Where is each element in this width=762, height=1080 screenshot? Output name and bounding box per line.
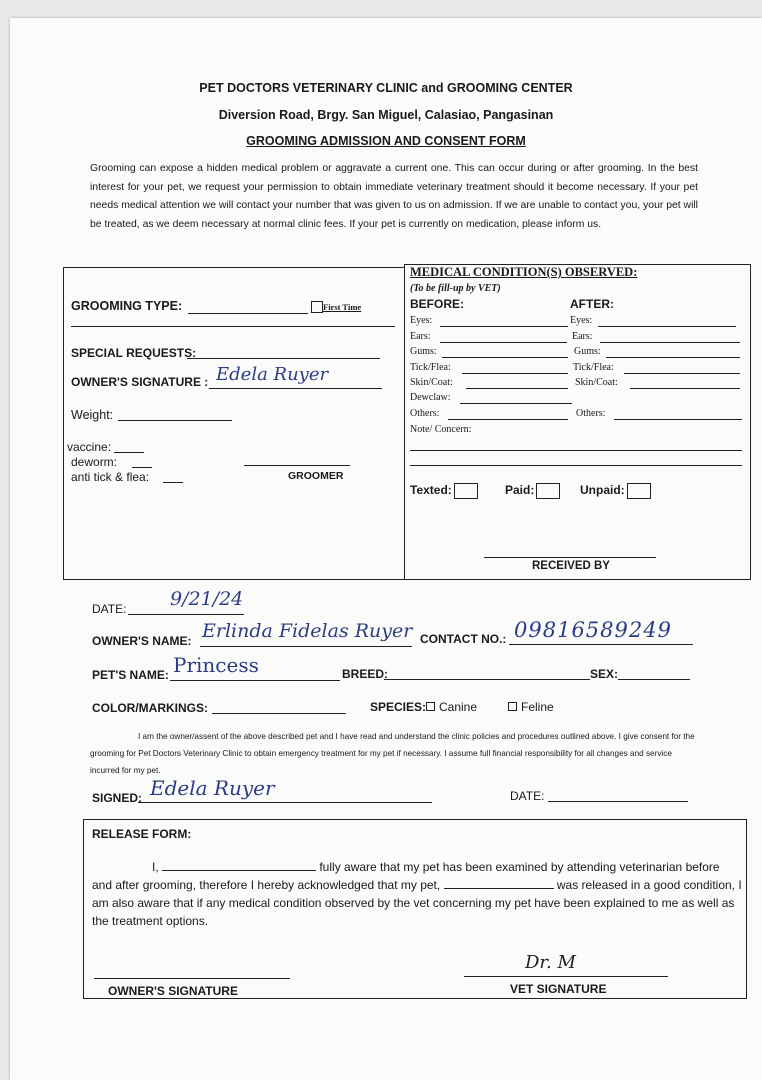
anti-tick-line[interactable] (163, 482, 183, 483)
groomer-line[interactable] (244, 465, 350, 466)
before-others-line[interactable] (448, 419, 568, 420)
color-markings-line[interactable] (212, 713, 346, 714)
texted-field (410, 483, 478, 499)
note-line-1[interactable] (410, 450, 742, 451)
before-eyes: Eyes: (410, 315, 433, 326)
release-text-1: I, (152, 860, 163, 874)
sex-label: SEX: (590, 667, 619, 681)
unpaid-checkbox[interactable] (627, 483, 651, 499)
note-line-2[interactable] (410, 465, 742, 466)
medical-subtitle: (To be fill-up by VET) (410, 283, 501, 294)
after-gums-line[interactable] (606, 357, 740, 358)
breed-line[interactable] (384, 679, 590, 680)
vet-signature-value: Dr. M (525, 952, 576, 973)
date-line[interactable] (128, 614, 244, 615)
after-heading: AFTER: (570, 297, 614, 311)
before-dewclaw-line[interactable] (460, 403, 572, 404)
release-title: RELEASE FORM: (92, 827, 192, 841)
anti-tick-label: anti tick & flea: (71, 470, 150, 484)
contact-label: CONTACT NO.: (420, 632, 507, 646)
breed-label: BREED: (342, 667, 389, 681)
before-skin: Skin/Coat: (410, 377, 453, 388)
paid-label: Paid: (505, 483, 535, 498)
intro-paragraph: Grooming can expose a hidden medical problem or aggravate a current one. This can occur during or after grooming. In the best interest for your pet, we request your permission to obtain immediate veterinary treatment should it become necessary. If your pet needs medical attention we will contact your number that was given to us on admission. If we are unable to contact you, your pet will be treated, as we deem necessary at normal clinic fees. If your pet is currently on medication, please inform us. (90, 163, 698, 230)
groomer-label: GROOMER (288, 470, 344, 482)
signed-label: SIGNED: (92, 791, 143, 805)
form-title: GROOMING ADMISSION AND CONSENT FORM (246, 134, 526, 148)
vet-signature-label: VET SIGNATURE (510, 982, 607, 996)
after-eyes-line[interactable] (598, 326, 736, 327)
form-sheet (10, 18, 762, 1080)
received-by-line[interactable] (484, 557, 656, 558)
first-time-checkbox[interactable] (311, 301, 323, 313)
species-label: SPECIES: (370, 700, 427, 714)
feline-checkbox[interactable] (508, 702, 517, 711)
texted-checkbox[interactable] (454, 483, 478, 499)
weight-line[interactable] (118, 420, 232, 421)
signed-line[interactable] (138, 802, 432, 803)
after-ears-line[interactable] (600, 342, 740, 343)
sex-line[interactable] (618, 679, 690, 680)
after-others: Others: (576, 408, 606, 419)
unpaid-field (580, 483, 651, 499)
texted-label: Texted: (410, 483, 452, 498)
before-skin-line[interactable] (466, 388, 568, 389)
release-owner-signature-line[interactable] (94, 978, 290, 979)
before-tick-line[interactable] (462, 373, 568, 374)
before-others: Others: (410, 408, 440, 419)
canine-checkbox[interactable] (426, 702, 435, 711)
paid-field (505, 483, 560, 499)
owners-signature-value: Edela Ruyer (216, 364, 329, 385)
before-gums-line[interactable] (442, 357, 568, 358)
unpaid-label: Unpaid: (580, 483, 625, 498)
owners-signature-label: OWNER'S SIGNATURE : (71, 375, 209, 389)
canine-option[interactable] (426, 700, 477, 714)
before-ears-line[interactable] (440, 342, 567, 343)
first-time-label: First Time (323, 302, 362, 312)
release-text-3: was released in a good condition, I am also aware that if any medical condition observed by the vet concerning my pet have been explained to me as well as the treatment options. (92, 878, 742, 928)
feline-option[interactable] (508, 700, 554, 714)
before-eyes-line[interactable] (440, 326, 568, 327)
release-owner-blank[interactable] (162, 859, 316, 871)
received-by-label: RECEIVED BY (532, 560, 610, 572)
after-tick: Tick/Flea: (573, 362, 614, 373)
before-ears: Ears: (410, 331, 431, 342)
before-tick: Tick/Flea: (410, 362, 451, 373)
before-gums: Gums: (410, 346, 437, 357)
contact-value: 09816589249 (514, 618, 672, 642)
contact-line[interactable] (509, 644, 693, 645)
clinic-address: Diversion Road, Brgy. San Miguel, Calasiao, Pangasinan (218, 108, 554, 122)
after-ears: Ears: (572, 331, 593, 342)
after-others-line[interactable] (614, 419, 742, 420)
after-skin-line[interactable] (630, 388, 740, 389)
owners-signature-line[interactable] (209, 388, 382, 389)
pets-name-value: Princess (173, 653, 259, 677)
pets-name-label: PET'S NAME: (92, 668, 169, 682)
date-label: DATE: (92, 602, 127, 616)
deworm-line[interactable] (132, 467, 152, 468)
grooming-type-label: GROOMING TYPE: (71, 299, 183, 313)
release-owner-signature-label: OWNER'S SIGNATURE (108, 984, 238, 998)
owners-name-line[interactable] (200, 646, 412, 647)
paid-checkbox[interactable] (536, 483, 560, 499)
owners-name-value: Erlinda Fidelas Ruyer (202, 620, 413, 642)
after-eyes: Eyes: (570, 315, 593, 326)
note-concern-label: Note/ Concern: (410, 424, 472, 435)
pets-name-line[interactable] (170, 680, 340, 681)
after-gums: Gums: (574, 346, 601, 357)
owners-name-label: OWNER'S NAME: (92, 634, 192, 648)
release-paragraph (92, 858, 742, 930)
deworm-label: deworm: (71, 455, 118, 469)
weight-label: Weight: (71, 408, 114, 422)
clinic-name: PET DOCTORS VETERINARY CLINIC and GROOMING CENTER (199, 81, 573, 95)
signed-date-line[interactable] (548, 801, 688, 802)
medical-title: MEDICAL CONDITION(S) OBSERVED: (410, 265, 638, 279)
medical-box (404, 264, 751, 580)
release-text-2: fully aware that my pet has been examined by attending veterinarian before and after grooming, therefore I hereby acknowledged that my pet, (92, 860, 720, 892)
vaccine-label: vaccine: (67, 440, 112, 454)
special-requests-label: SPECIAL REQUESTS: (71, 346, 197, 360)
before-heading: BEFORE: (410, 297, 464, 311)
consent-paragraph: I am the owner/assent of the above described pet and I have read and understand the clinic policies and procedures outlined above. I give consent for the grooming for Pet Doctors Veterinary Clinic to obtain emergency treatment for my pet if necessary. I assume full financial responsibility for all changes and service incurred for my pet. (90, 732, 695, 775)
vet-signature-line[interactable] (464, 976, 668, 977)
release-pet-blank[interactable] (444, 877, 554, 889)
grooming-type-line-2[interactable] (71, 326, 395, 327)
special-requests-line[interactable] (187, 358, 380, 359)
color-markings-label: COLOR/MARKINGS: (92, 701, 208, 715)
after-tick-line[interactable] (624, 373, 740, 374)
after-skin: Skin/Coat: (575, 377, 618, 388)
date-value: 9/21/24 (170, 588, 244, 610)
grooming-type-line[interactable] (188, 313, 308, 314)
before-dewclaw: Dewclaw: (410, 392, 451, 403)
signed-date-label: DATE: (510, 789, 545, 803)
canine-label: Canine (439, 700, 478, 714)
signed-value: Edela Ruyer (150, 776, 275, 800)
feline-label: Feline (521, 700, 554, 714)
vaccine-line[interactable] (114, 452, 144, 453)
